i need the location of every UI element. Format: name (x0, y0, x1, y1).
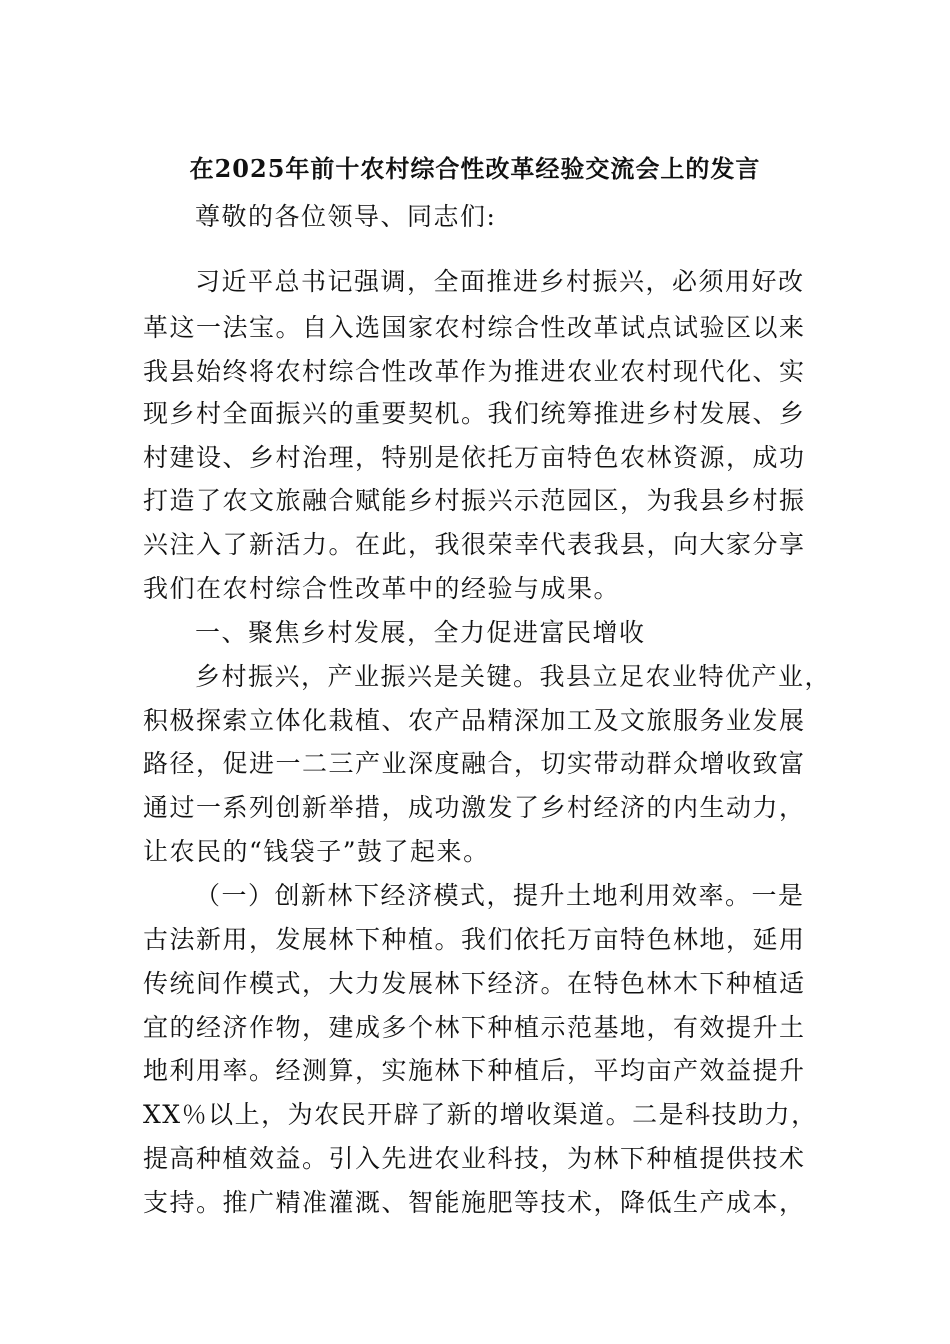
paragraph-line: 传统间作模式，大力发展林下经济。在特色林木下种植适 (143, 969, 806, 998)
paragraph-line: 提高种植效益。引入先进农业科技，为林下种植提供技术 (143, 1144, 806, 1173)
paragraph-line: 兴注入了新活力。在此，我很荣幸代表我县，向大家分享 (143, 530, 806, 559)
paragraph-line: 村建设、乡村治理，特别是依托万亩特色农林资源，成功 (143, 443, 806, 472)
paragraph-line: 古法新用，发展林下种植。我们依托万亩特色林地，延用 (143, 925, 806, 954)
paragraph-line: 宜的经济作物，建成多个林下种植示范基地，有效提升土 (143, 1013, 806, 1042)
paragraph-line: 打造了农文旅融合赋能乡村振兴示范园区，为我县乡村振 (143, 486, 806, 515)
paragraph-line: 革这一法宝。自入选国家农村综合性改革试点试验区以来 (143, 313, 806, 342)
paragraph-line: 习近平总书记强调，全面推进乡村振兴，必须用好改 (195, 267, 805, 296)
salutation: 尊敬的各位领导、同志们: (195, 202, 497, 231)
paragraph-line: 通过一系列创新举措，成功激发了乡村经济的内生动力， (143, 793, 806, 822)
paragraph-line: 积极探索立体化栽植、农产品精深加工及文旅服务业发展 (143, 706, 806, 735)
paragraph-line: 乡村振兴，产业振兴是关键。我县立足农业特优产业， (195, 662, 832, 691)
paragraph-line: 路径，促进一二三产业深度融合，切实带动群众增收致富 (143, 749, 806, 778)
document-title: 在2025年前十农村综合性改革经验交流会上的发言 (189, 154, 761, 183)
paragraph-line: 我们在农村综合性改革中的经验与成果。 (143, 574, 621, 603)
subsection-line: （一）创新林下经济模式，提升土地利用效率。一是 (195, 881, 805, 910)
section-heading: 一、聚焦乡村发展，全力促进富民增收 (195, 618, 646, 647)
paragraph-line: 我县始终将农村综合性改革作为推进农业农村现代化、实 (143, 357, 806, 386)
paragraph-line: 让农民的“钱袋子”鼓了起来。 (143, 837, 490, 866)
paragraph-line: 地利用率。经测算，实施林下种植后，平均亩产效益提升 (143, 1056, 806, 1085)
paragraph-line: 支持。推广精准灌溉、智能施肥等技术，降低生产成本， (143, 1188, 806, 1217)
paragraph-line: XX％以上，为农民开辟了新的增收渠道。二是科技助力， (143, 1100, 818, 1129)
paragraph-line: 现乡村全面振兴的重要契机。我们统筹推进乡村发展、乡 (143, 399, 806, 428)
